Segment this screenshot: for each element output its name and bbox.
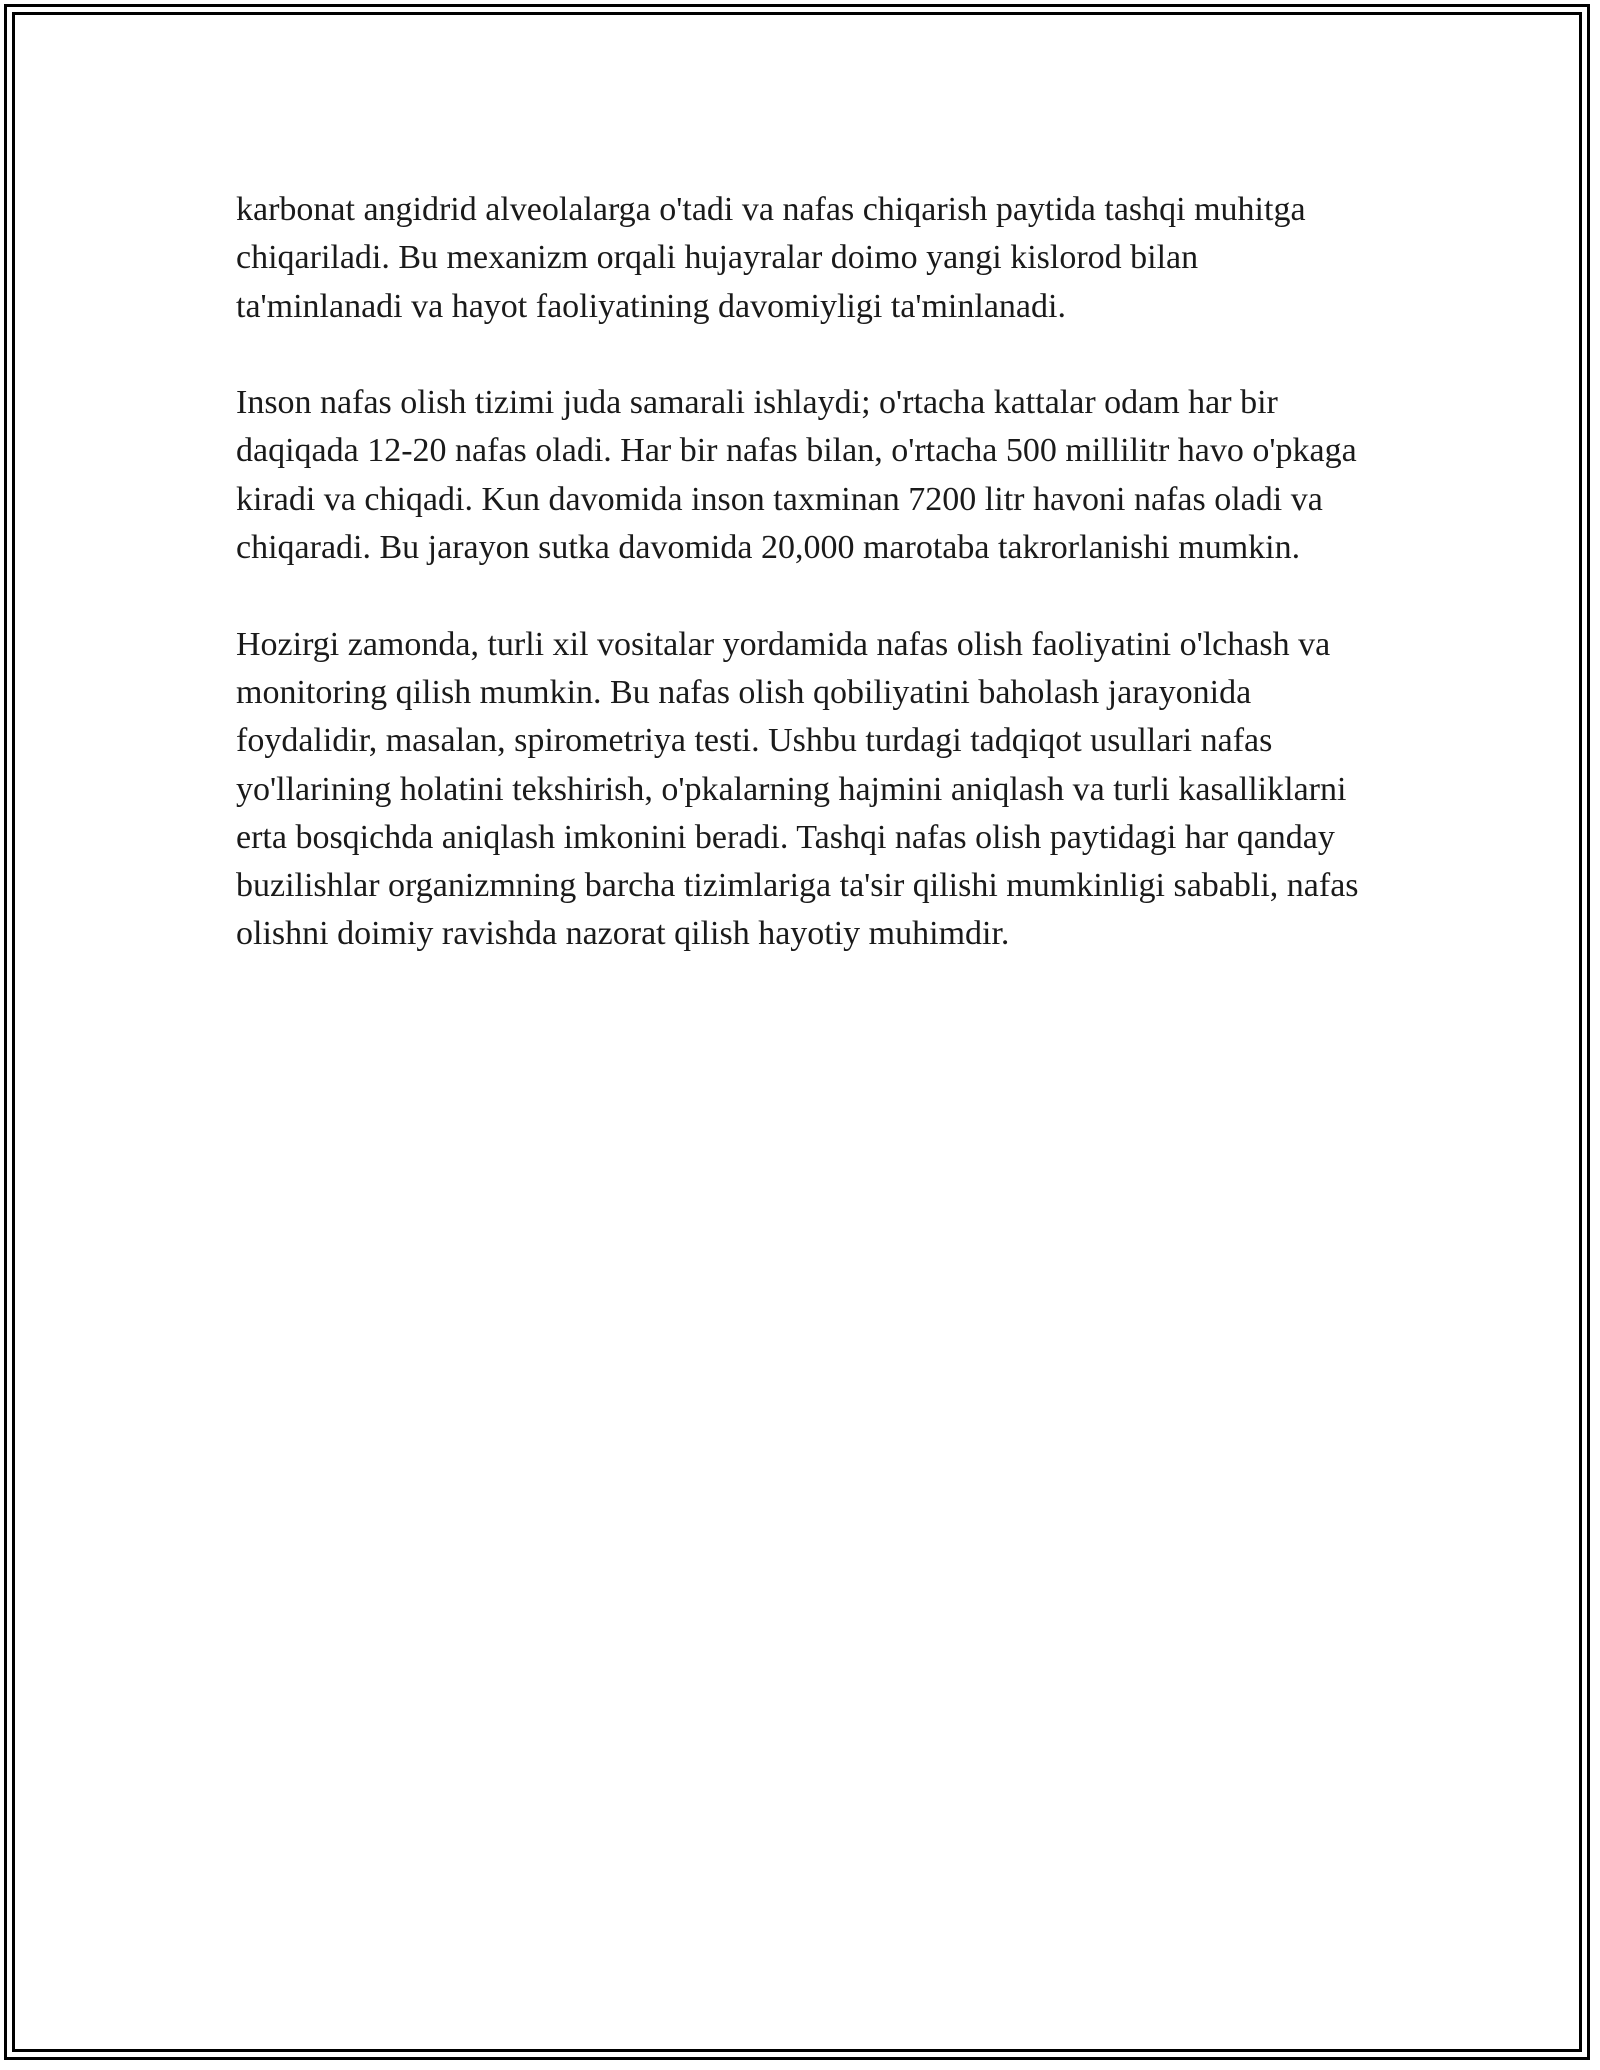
paragraph: karbonat angidrid alveolalarga o'tadi va nafas chiqarish paytida tashqi muhitga chiqariladi. Bu mexanizm orqali hujayralar doimo yangi kislorod bilan ta'minlanadi va hayot faoliyatining davomiyligi ta'minlanadi. [236, 191, 1306, 325]
document-body [236, 186, 1366, 959]
paragraph: Inson nafas olish tizimi juda samarali ishlaydi; o'rtacha kattalar odam har bir daqiqada 12-20 nafas oladi. Har bir nafas bilan, o'rtacha 500 millilitr havo o'pkaga kiradi va chiqadi. Kun davomida inson taxminan 7200 litr havoni nafas oladi va chiqaradi. Bu jarayon sutka davomida 20,000 marotaba takrorlanishi mumkin. [236, 384, 1357, 567]
paragraph: Hozirgi zamonda, turli xil vositalar yordamida nafas olish faoliyatini o'lchash va monitoring qilish mumkin. Bu nafas olish qobiliyatini baholash jarayonida foydalidir, masalan, spirometriya testi. Ushbu turdagi tadqiqot usullari nafas yo'llarining holatini tekshirish, o'pkalarning hajmini aniqlash va turli kasalliklarni erta bosqichda aniqlash imkonini beradi. Tashqi nafas olish paytidagi har qanday buzilishlar organizmning barcha tizimlariga ta'sir qilishi mumkinligi sababli, nafas olishni doimiy ravishda nazorat qilish hayotiy muhimdir. [236, 625, 1359, 953]
